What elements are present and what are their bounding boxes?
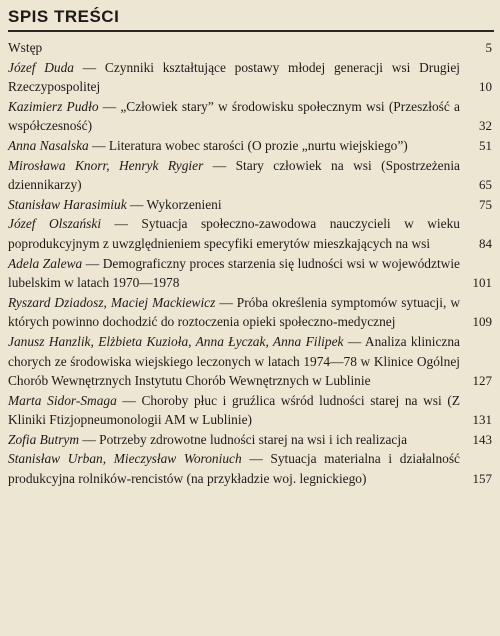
entry-title: Sytuacja społeczno-zawodowa nauczycieli w wieku poprodukcyjnym z uwzględnieniem specyfiki emerytów mieszkających na wsi <box>8 216 460 251</box>
toc-entry-text <box>8 38 468 58</box>
entry-title: „Człowiek stary” w środowisku społecznym wsi (Przeszłość a współczesność) <box>8 98 460 134</box>
entry-authors: Janusz Hanzlik, Elżbieta Kuzioła, Anna Łyczak, Anna Filipek <box>8 333 344 349</box>
toc-entry-text: Mirosława Knorr, Henryk Rygier — Stary człowiek na wsi (Spostrzeżenia dziennikarzy) <box>8 157 460 193</box>
toc-entry <box>8 156 492 195</box>
entry-authors: Zofia Butrym <box>8 431 80 447</box>
toc-entry-text: Marta Sidor-Smaga — Choroby płuc i gruźlica wśród ludności starej na wsi (Z Kliniki Ftizjopneumonologii AM w Lublinie) <box>8 392 460 428</box>
page-number: 84 <box>479 235 492 251</box>
entry-authors: Józef Olszański <box>8 216 102 232</box>
page-number: 75 <box>479 196 492 212</box>
entry-title: Wstęp <box>8 40 43 55</box>
page-number: 131 <box>472 412 492 428</box>
entry-title: Sytuacja materialna i działalność produkcyjna rolników-rencistów (na przykładzie woj. legnickiego) <box>8 451 460 487</box>
entry-title: Wykorzenieni <box>146 196 222 212</box>
toc-entry <box>8 254 492 293</box>
entry-title: Choroby płuc i gruźlica wśród ludności starej na wsi (Z Kliniki Ftizjopneumonologii AM w Lublinie) <box>8 392 460 428</box>
toc-entry <box>8 293 492 332</box>
toc-entry <box>8 332 492 391</box>
toc-entry-text: Anna Nasalska — Literatura wobec starości (O prozie „nurtu wiejskiego”) <box>8 137 408 153</box>
entry-authors: Anna Nasalska <box>8 137 89 153</box>
toc-entry <box>8 136 492 156</box>
page-number: 10 <box>479 79 492 95</box>
toc-list <box>8 38 492 489</box>
toc-entry-text: Stanisław Urban, Mieczysław Woroniuch — Sytuacja materialna i działalność produkcyjna rolników-rencistów (na przykładzie woj. legnickiego) <box>8 451 460 487</box>
page-number: 143 <box>472 431 492 447</box>
entry-title: Analiza kliniczna chorych ze środowiska wiejskiego leczonych w latach 1974—78 w Klinice Ogólnej Chorób Wewnętrznych Instytutu Chorób Wewnętrznych w Lublinie <box>8 333 460 389</box>
toc-entry <box>8 195 492 215</box>
toc-entry <box>8 430 492 450</box>
toc-entry-text: Ryszard Dziadosz, Maciej Mackiewicz — Próba określenia symptomów sytuacji, w których powinno dochodzić do roztoczenia opieki społeczno-medycznej <box>8 294 461 330</box>
entry-title: Demograficzny proces starzenia się ludności wsi w województwie lubelskim w latach 1970—1978 <box>8 255 460 291</box>
toc-entry-text: Janusz Hanzlik, Elżbieta Kuzioła, Anna Łyczak, Anna Filipek — Analiza kliniczna chorych ze środowiska wiejskiego leczonych w latach 1974—78 w Klinice Ogólnej Chorób Wewnętrznych Instytutu Chorób Wewnętrznych w Lublinie <box>8 333 460 389</box>
page-number: 5 <box>485 40 492 55</box>
entry-authors: Mirosława Knorr, Henryk Rygier <box>8 157 204 173</box>
entry-authors: Kazimierz Pudło <box>8 98 99 114</box>
toc-entry-text: Józef Duda — Czynniki kształtujące postawy młodej generacji wsi Drugiej Rzeczypospolitej <box>8 59 460 95</box>
toc-entry <box>8 58 492 97</box>
toc-entry-text: Adela Zalewa — Demograficzny proces starzenia się ludności wsi w województwie lubelskim w latach 1970—1978 <box>8 255 460 291</box>
page-number: 32 <box>479 118 492 134</box>
toc-entry <box>8 214 492 253</box>
entry-title: Stary człowiek na wsi (Spostrzeżenia dziennikarzy) <box>8 157 460 193</box>
toc-entry <box>8 38 492 58</box>
entry-title: Czynniki kształtujące postawy młodej generacji wsi Drugiej Rzeczypospolitej <box>8 59 460 95</box>
entry-authors: Ryszard Dziadosz, Maciej Mackiewicz <box>8 294 216 310</box>
entry-authors: Marta Sidor-Smaga <box>8 392 117 408</box>
entry-authors: Stanisław Urban, Mieczysław Woroniuch <box>8 451 242 467</box>
entry-authors: Adela Zalewa <box>8 255 83 271</box>
toc-entry-text: Kazimierz Pudło — „Człowiek stary” w środowisku społecznym wsi (Przeszłość a współczesność) <box>8 98 460 134</box>
toc-entry <box>8 449 492 488</box>
entry-title: Próba określenia symptomów sytuacji, w których powinno dochodzić do roztoczenia opieki społeczno-medycznej <box>8 294 461 330</box>
toc-entry-text: Zofia Butrym — Potrzeby zdrowotne ludności starej na wsi i ich realizacja <box>8 431 408 447</box>
toc-entry-text: Józef Olszański — Sytuacja społeczno-zawodowa nauczycieli w wieku poprodukcyjnym z uwzględnieniem specyfiki emerytów mieszkających na wsi <box>8 216 460 251</box>
toc-heading: SPIS TREŚCI <box>8 7 494 32</box>
entry-title: Potrzeby zdrowotne ludności starej na wsi i ich realizacja <box>99 431 408 447</box>
page-number: 51 <box>479 137 492 153</box>
page-number: 109 <box>472 314 492 330</box>
toc-entry-text: Stanisław Harasimiuk — Wykorzenieni <box>8 196 222 212</box>
entry-title: Literatura wobec starości (O prozie „nurtu wiejskiego”) <box>108 137 408 153</box>
page-number: 101 <box>472 275 492 291</box>
page-number: 157 <box>472 471 492 487</box>
entry-authors: Józef Duda <box>8 59 75 75</box>
toc-entry <box>8 391 492 430</box>
toc-entry <box>8 97 492 136</box>
entry-authors: Stanisław Harasimiuk <box>8 196 127 212</box>
page-number: 65 <box>479 177 492 193</box>
page-number: 127 <box>472 373 492 389</box>
